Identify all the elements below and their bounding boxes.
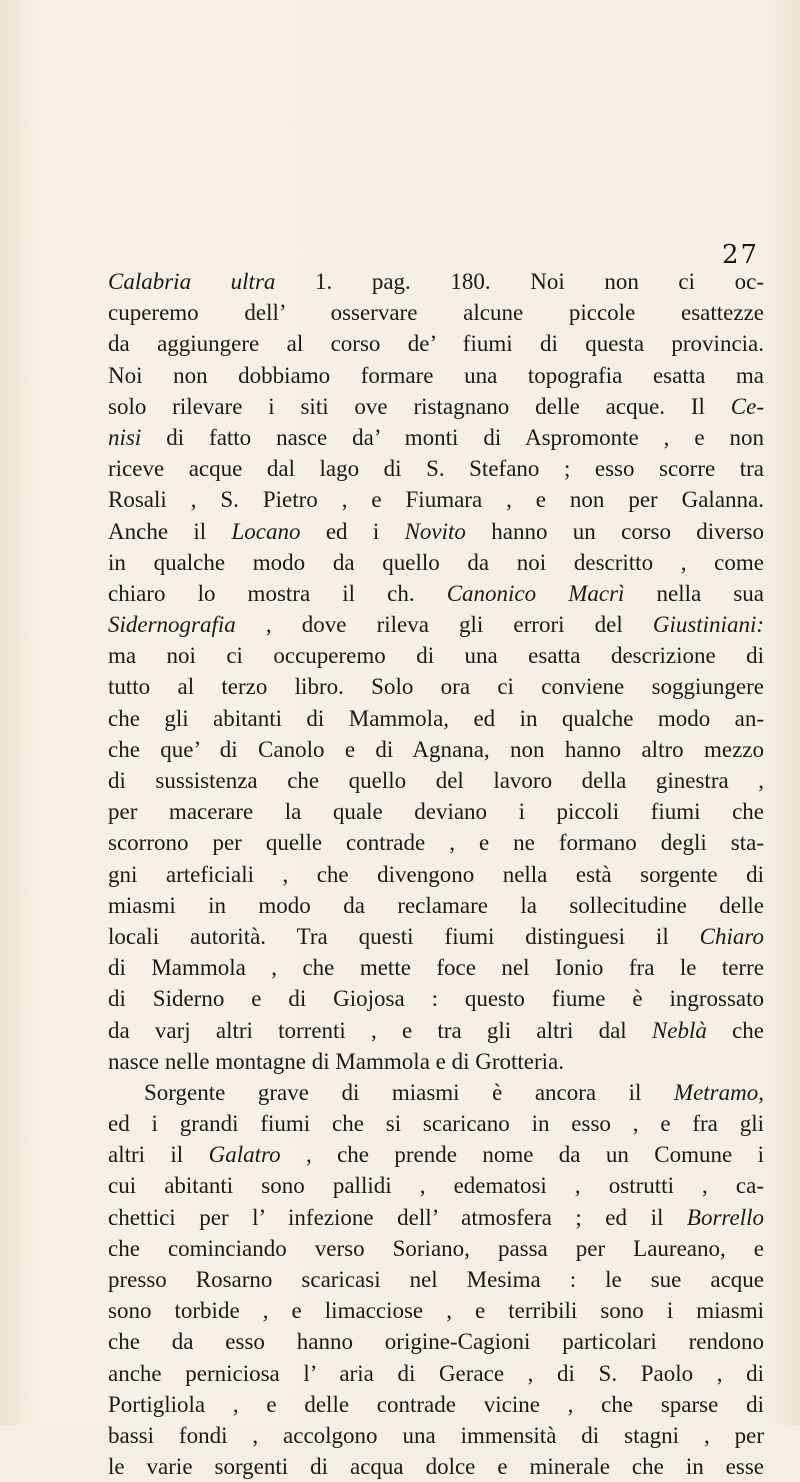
text-segment: ma noi ci occuperemo di una esatta descrizione di bbox=[108, 643, 764, 669]
italic-text: Novito bbox=[404, 518, 466, 544]
text-line bbox=[108, 578, 764, 609]
text-segment: in qualche modo da quello da noi descritto , come bbox=[108, 549, 764, 575]
text-line bbox=[108, 952, 764, 983]
text-line bbox=[108, 297, 764, 328]
text-line bbox=[108, 983, 764, 1014]
text-line bbox=[108, 516, 764, 547]
text-line bbox=[108, 703, 764, 734]
text-line bbox=[108, 640, 764, 671]
text-segment: cuperemo dell’ osservare alcune piccole esattezze bbox=[108, 300, 764, 326]
text-line bbox=[108, 859, 764, 890]
italic-text: Locano bbox=[231, 518, 301, 544]
text-line bbox=[108, 921, 764, 952]
text-segment: di sussistenza che quello del lavoro della ginestra , bbox=[108, 768, 764, 793]
text-line bbox=[108, 1046, 764, 1077]
text-line bbox=[108, 1451, 764, 1482]
italic-text: Ce- bbox=[730, 393, 764, 419]
text-segment: Anche il bbox=[108, 518, 232, 544]
text-segment: di fatto nasce da’ monti di Aspromonte , e non bbox=[141, 424, 764, 450]
text-line bbox=[108, 1108, 764, 1139]
body-text bbox=[108, 266, 764, 1482]
text-segment: le varie sorgenti di acqua dolce e minerale che in esse bbox=[108, 1454, 764, 1480]
text-line bbox=[108, 1264, 764, 1295]
page-number: 27 bbox=[722, 240, 760, 270]
text-line bbox=[108, 796, 764, 827]
text-segment: tutto al terzo libro. Solo ora ci conviene soggiungere bbox=[108, 674, 764, 700]
text-line bbox=[108, 422, 764, 453]
italic-text: Borrello bbox=[686, 1204, 764, 1230]
text-segment: per macerare la quale deviano i piccoli fiumi che bbox=[108, 799, 764, 825]
text-segment: di Siderno e di Giojosa : questo fiume è ingrossato bbox=[108, 986, 764, 1012]
italic-text: Galatro bbox=[208, 1142, 281, 1168]
text-segment: ed i grandi fiumi che si scaricano in esso , e fra gli bbox=[108, 1111, 764, 1137]
text-line bbox=[108, 1389, 764, 1420]
text-segment: altri il bbox=[108, 1142, 209, 1168]
text-line bbox=[108, 765, 764, 796]
text-line bbox=[108, 1358, 764, 1389]
text-segment: cui abitanti sono pallidi , edematosi , ostrutti , ca- bbox=[108, 1173, 764, 1199]
text-line bbox=[108, 827, 764, 858]
text-segment: di Mammola , che mette foce nel Ionio fra le terre bbox=[108, 955, 764, 981]
italic-text: Metramo bbox=[673, 1079, 759, 1105]
italic-text: Chiaro bbox=[699, 923, 764, 949]
text-line bbox=[108, 671, 764, 702]
italic-text: Giustiniani: bbox=[652, 612, 764, 638]
text-segment: ed i bbox=[300, 518, 405, 544]
text-line bbox=[108, 1326, 764, 1357]
italic-text: Calabria ultra bbox=[108, 269, 276, 294]
text-segment: miasmi in modo da reclamare la sollecitudine delle bbox=[108, 892, 764, 918]
italic-text: Sidernografia bbox=[108, 612, 236, 638]
text-segment: bassi fondi , accolgono una immensità di stagni , per bbox=[108, 1422, 764, 1448]
text-segment: che que’ di Canolo e di Agnana, non hanno altro mezzo bbox=[108, 736, 764, 762]
text-segment: sono torbide , e limacciose , e terribili sono i miasmi bbox=[108, 1298, 764, 1324]
text-segment: riceve acque dal lago di S. Stefano ; esso scorre tra bbox=[108, 456, 764, 482]
italic-text: Canonico Macrì bbox=[446, 580, 625, 606]
text-line bbox=[108, 453, 764, 484]
text-line bbox=[108, 360, 764, 391]
text-segment: da varj altri torrenti , e tra gli altri dal bbox=[108, 1017, 652, 1043]
text-segment: , dove rileva gli errori del bbox=[235, 612, 653, 638]
text-line bbox=[108, 266, 764, 297]
text-line bbox=[108, 1233, 764, 1264]
text-line bbox=[108, 328, 764, 359]
text-segment: da aggiungere al corso de’ fiumi di questa provincia. bbox=[108, 331, 764, 357]
text-segment: , bbox=[758, 1079, 764, 1105]
text-line bbox=[108, 1077, 764, 1108]
text-line bbox=[108, 734, 764, 765]
italic-text: nisi bbox=[108, 424, 142, 450]
text-line bbox=[108, 1170, 764, 1201]
text-segment: , che prende nome da un Comune i bbox=[280, 1142, 764, 1168]
text-segment: scorrono per quelle contrade , e ne formano degli sta- bbox=[108, 830, 764, 856]
text-segment: Noi non dobbiamo formare una topografia esatta ma bbox=[108, 362, 764, 388]
text-segment: Rosali , S. Pietro , e Fiumara , e non per Galanna. bbox=[108, 487, 764, 513]
text-segment: hanno un corso diverso bbox=[465, 518, 764, 544]
text-line bbox=[108, 1139, 764, 1170]
text-segment: nella sua bbox=[624, 580, 764, 606]
text-segment: presso Rosarno scaricasi nel Mesima : le sue acque bbox=[108, 1267, 764, 1292]
text-segment: chettici per l’ infezione dell’ atmosfera ; ed il bbox=[108, 1204, 687, 1230]
text-segment: nasce nelle montagne di Mammola e di Grotteria. bbox=[108, 1048, 565, 1074]
text-line bbox=[108, 391, 764, 422]
text-segment: anche perniciosa l’ aria di Gerace , di S. Paolo , di bbox=[108, 1360, 764, 1386]
text-line bbox=[108, 1295, 764, 1326]
text-segment: che da esso hanno origine-Cagioni particolari rendono bbox=[108, 1329, 764, 1355]
text-segment: Portigliola , e delle contrade vicine , che sparse di bbox=[108, 1391, 764, 1417]
text-line bbox=[108, 890, 764, 921]
text-segment: 1. pag. 180. Noi non ci oc- bbox=[275, 269, 764, 294]
text-segment: che cominciando verso Soriano, passa per Laureano, e bbox=[108, 1235, 764, 1261]
text-segment: Sorgente grave di miasmi è ancora il bbox=[144, 1079, 674, 1105]
text-line bbox=[108, 547, 764, 578]
italic-text: Neblà bbox=[651, 1017, 707, 1043]
text-segment: locali autorità. Tra questi fiumi distinguesi il bbox=[108, 923, 700, 949]
text-line bbox=[108, 1202, 764, 1233]
text-segment: che gli abitanti di Mammola, ed in qualche modo an- bbox=[108, 705, 764, 731]
text-segment: solo rilevare i siti ove ristagnano delle acque. Il bbox=[108, 393, 731, 419]
text-line bbox=[108, 484, 764, 515]
text-line bbox=[108, 609, 764, 640]
text-segment: che bbox=[706, 1017, 764, 1043]
text-segment: gni arteficiali , che divengono nella està sorgente di bbox=[108, 861, 764, 887]
text-segment: chiaro lo mostra il ch. bbox=[108, 580, 447, 606]
text-line bbox=[108, 1015, 764, 1046]
